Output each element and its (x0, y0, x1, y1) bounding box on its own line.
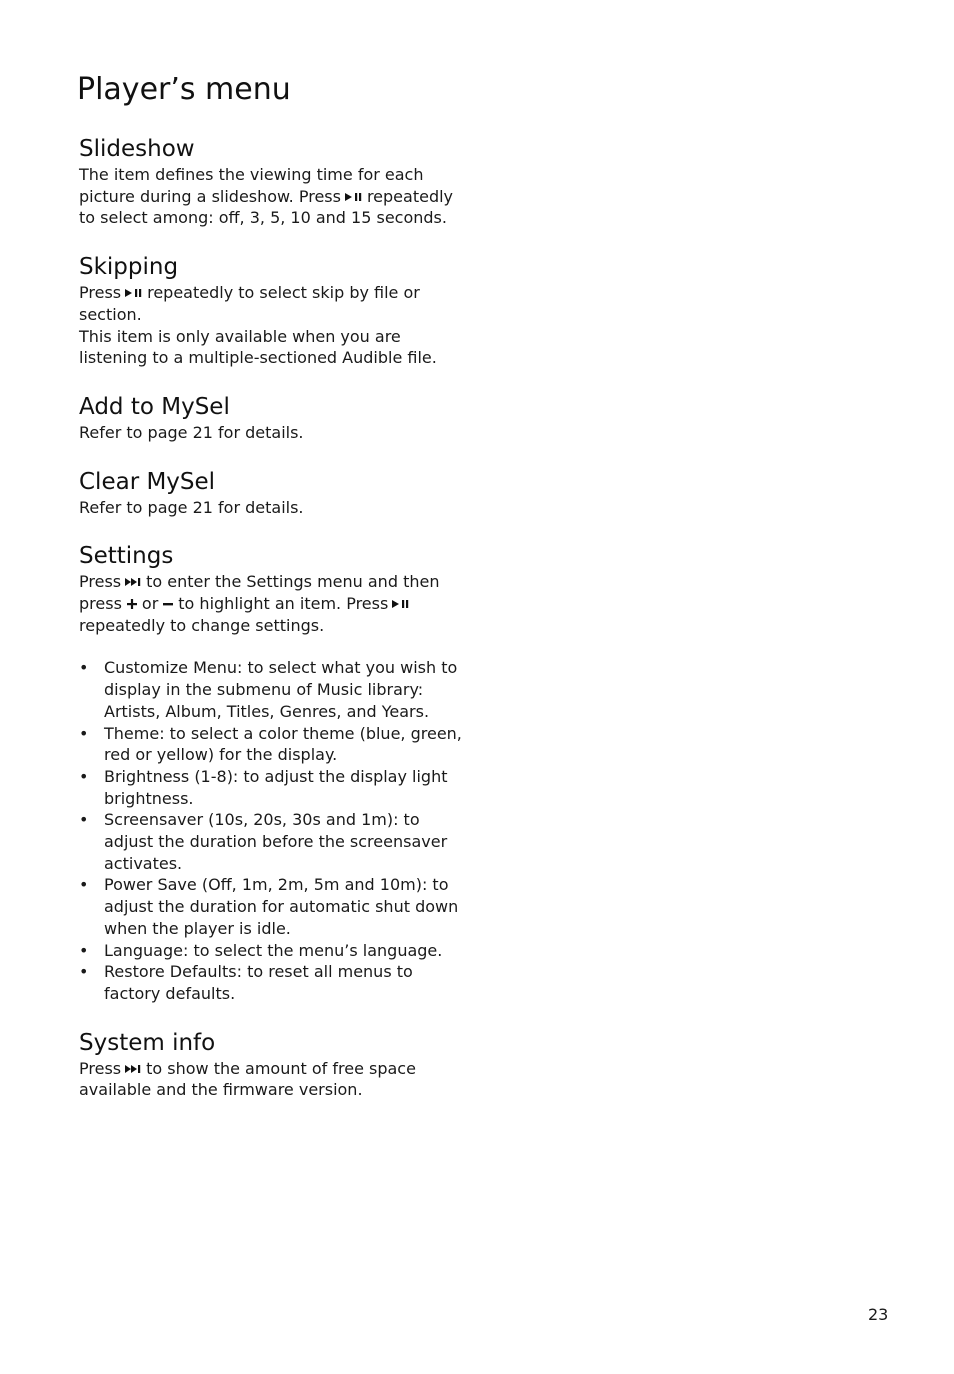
section-settings (79, 541, 471, 1004)
section-system-info (79, 1028, 471, 1101)
section-heading: Skipping (79, 254, 179, 281)
settings-list (79, 657, 471, 1004)
section-text: Refer to page 21 for details. (79, 497, 304, 517)
plus-icon (126, 599, 138, 609)
section-text: Refer to page 21 for details. (79, 422, 304, 442)
section-slideshow (79, 134, 471, 229)
minus-icon (162, 599, 174, 609)
list-item: • Brightness (1-8): to adjust the display light brightness. (79, 766, 471, 809)
section-clear-mysel (79, 467, 471, 519)
section-text: This item is only available when you are listening to a multiple-sectioned Audible file. (79, 326, 437, 368)
play-pause-icon (392, 599, 410, 609)
section-text: The item defines the viewing time for each picture during a slideshow. Press repeatedly to select among: off, 3, 5, 10 and 15 seconds. (79, 165, 454, 228)
section-heading: Slideshow (79, 136, 195, 162)
next-track-icon (125, 1064, 142, 1074)
list-item: • Power Save (Off, 1m, 2m, 5m and 10m): to adjust the duration for automatic shut down when the player is idle. (79, 874, 471, 939)
page-number: 23 (868, 1305, 889, 1324)
section-text: Press to enter the Settings menu and then press or to highlight an item. Press repeatedly to change settings. (79, 572, 440, 635)
section-heading: Add to MySel (79, 393, 230, 420)
section-add-to-mysel (79, 392, 471, 444)
list-item: • Restore Defaults: to reset all menus to factory defaults. (79, 961, 471, 1004)
page-title: Player’s menu (77, 72, 291, 107)
section-skipping (79, 252, 471, 369)
section-heading: Settings (79, 543, 174, 570)
list-item: • Theme: to select a color theme (blue, green, red or yellow) for the display. (79, 723, 471, 766)
list-item: • Customize Menu: to select what you wish to display in the submenu of Music library: Artists, Album, Titles, Genres, and Years. (79, 657, 471, 722)
play-pause-icon (125, 288, 143, 298)
section-heading: System info (79, 1029, 216, 1056)
section-heading: Clear MySel (79, 468, 216, 495)
list-item: • Language: to select the menu’s language. (79, 940, 471, 962)
next-track-icon (125, 577, 142, 587)
list-item: • Screensaver (10s, 20s, 30s and 1m): to adjust the duration before the screensaver activates. (79, 809, 471, 874)
main-content (79, 134, 471, 1124)
section-text: Press repeatedly to select skip by file or section. (79, 283, 420, 324)
section-text: Press to show the amount of free space available and the firmware version. (79, 1058, 416, 1100)
play-pause-icon (345, 192, 363, 202)
